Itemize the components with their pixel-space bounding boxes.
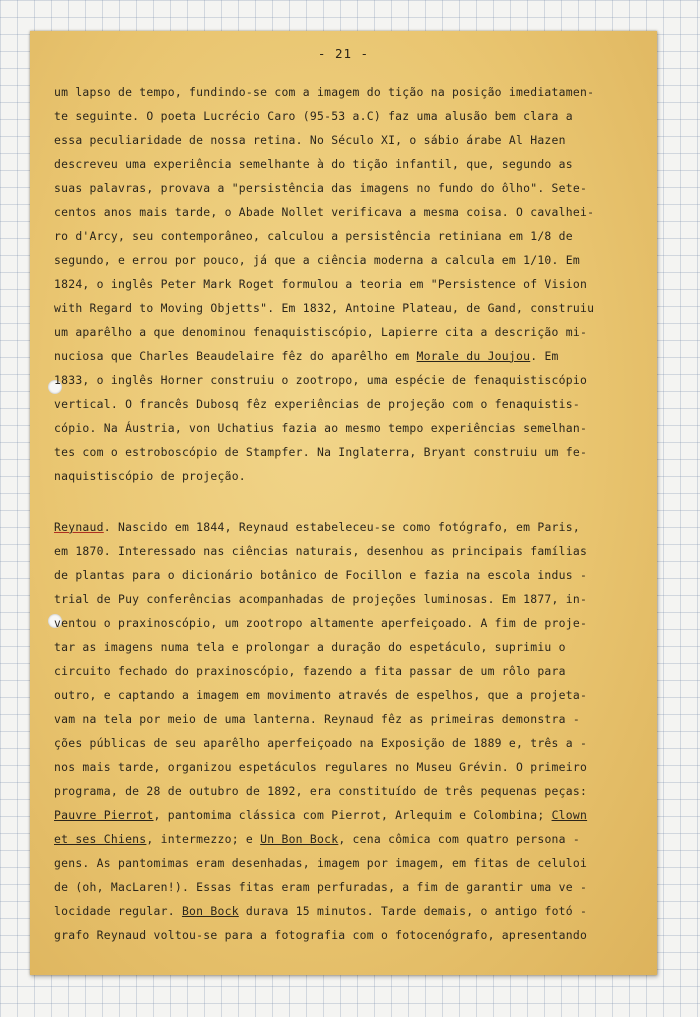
text-line: um aparêlho a que denominou fenaquistiscópio, Lapierre cita a descrição mi- <box>54 325 588 339</box>
text-line: gens. As pantomimas eram desenhadas, imagem por imagem, em fitas de celuloi <box>54 856 588 870</box>
text-run: , pantomima clássica com Pierrot, Arlequim e Colombina; <box>153 808 552 822</box>
text-line: circuito fechado do praxinoscópio, fazendo a fita passar de um rôlo para <box>54 664 566 678</box>
text-line: de plantas para o dicionário botânico de Focillon e fazia na escola indus - <box>54 568 588 582</box>
text-line: suas palavras, provava a "persistência das imagens no fundo do ôlho". Sete- <box>54 181 588 195</box>
text-line <box>54 832 640 846</box>
text-line: te seguinte. O poeta Lucrécio Caro (95-53 a.C) faz uma alusão bem clara a <box>54 109 573 123</box>
text-run: . Nascido em 1844, Reynaud estabeleceu-se como fotógrafo, em Paris, <box>103 520 580 534</box>
play-title: Bon Bock <box>181 904 239 918</box>
text-line: vertical. O francês Dubosq fêz experiências de projeção com o fenaquistis- <box>54 397 580 411</box>
text-line: grafo Reynaud voltou-se para a fotografia com o fotocenógrafo, apresentando <box>54 928 588 942</box>
text-run: durava 15 minutos. Tarde demais, o antigo fotó - <box>238 904 588 918</box>
text-run: , cena cômica com quatro persona - <box>338 832 580 846</box>
play-title: Pauvre Pierrot <box>54 808 154 822</box>
play-title: et ses Chiens <box>54 832 147 846</box>
text-line: de (oh, MacLaren!). Essas fitas eram perfuradas, a fim de garantir uma ve - <box>54 880 588 894</box>
text-line: naquistiscópio de projeção. <box>54 469 246 483</box>
text-line: 1833, o inglês Horner construiu o zootropo, uma espécie de fenaquistiscópio <box>54 373 588 387</box>
text-line: tar as imagens numa tela e prolongar a duração do espetáculo, suprimiu o <box>54 640 566 654</box>
text-line <box>54 520 640 534</box>
text-line: segundo, e errou por pouco, já que a ciência moderna a calcula em 1/10. Em <box>54 253 580 267</box>
section-heading: Reynaud <box>54 520 104 534</box>
text-line: programa, de 28 de outubro de 1892, era constituído de três pequenas peças: <box>54 784 588 798</box>
play-title: Clown <box>551 808 588 822</box>
text-line: 1824, o inglês Peter Mark Roget formulou a teoria em "Persistence of Vision <box>54 277 588 291</box>
text-line: ções públicas de seu aparêlho aperfeiçoado na Exposição de 1889 e, três a - <box>54 736 588 750</box>
text-line: descreveu uma experiência semelhante à do tição infantil, que, segundo as <box>54 157 573 171</box>
play-title: Un Bon Bock <box>260 832 339 846</box>
text-line: centos anos mais tarde, o Abade Nollet verificava a mesma coisa. O cavalhei- <box>54 205 595 219</box>
text-line <box>54 904 640 918</box>
text-line: cópio. Na Áustria, von Uchatius fazia ao mesmo tempo experiências semelhan- <box>54 421 588 435</box>
text-line: vam na tela por meio de uma lanterna. Reynaud fêz as primeiras demonstra - <box>54 712 580 726</box>
text-line: essa peculiaridade de nossa retina. No Século XI, o sábio árabe Al Hazen <box>54 133 566 147</box>
page-number: - 21 - <box>317 46 370 61</box>
text-line: with Regard to Moving Objetts". Em 1832, Antoine Plateau, de Gand, construiu <box>54 301 595 315</box>
text-run: . Em <box>530 349 559 363</box>
typewritten-page <box>30 31 657 975</box>
text-run: nuciosa que Charles Beaudelaire fêz do aparêlho em <box>54 349 417 363</box>
text-line: tes com o estroboscópio de Stampfer. Na Inglaterra, Bryant construiu um fe- <box>54 445 588 459</box>
text-line: outro, e captando a imagem em movimento através de espelhos, que a projeta- <box>54 688 588 702</box>
text-line: trial de Puy conferências acompanhadas de projeções luminosas. Em 1877, in- <box>54 592 588 606</box>
text-line <box>54 349 640 363</box>
text-line: ro d'Arcy, seu contemporâneo, calculou a persistência retiniana em 1/8 de <box>54 229 573 243</box>
text-run: , intermezzo; e <box>146 832 261 846</box>
text-line <box>54 808 640 822</box>
text-line: um lapso de tempo, fundindo-se com a imagem do tição na posição imediatamen- <box>54 85 595 99</box>
text-run: locidade regular. <box>54 904 182 918</box>
text-line: em 1870. Interessado nas ciências naturais, desenhou as principais famílias <box>54 544 588 558</box>
text-line: ventou o praxinoscópio, um zootropo altamente aperfeiçoado. A fim de proje- <box>54 616 588 630</box>
book-title: Morale du Joujou <box>416 349 531 363</box>
text-line: nos mais tarde, organizou espetáculos regulares no Museu Grévin. O primeiro <box>54 760 588 774</box>
